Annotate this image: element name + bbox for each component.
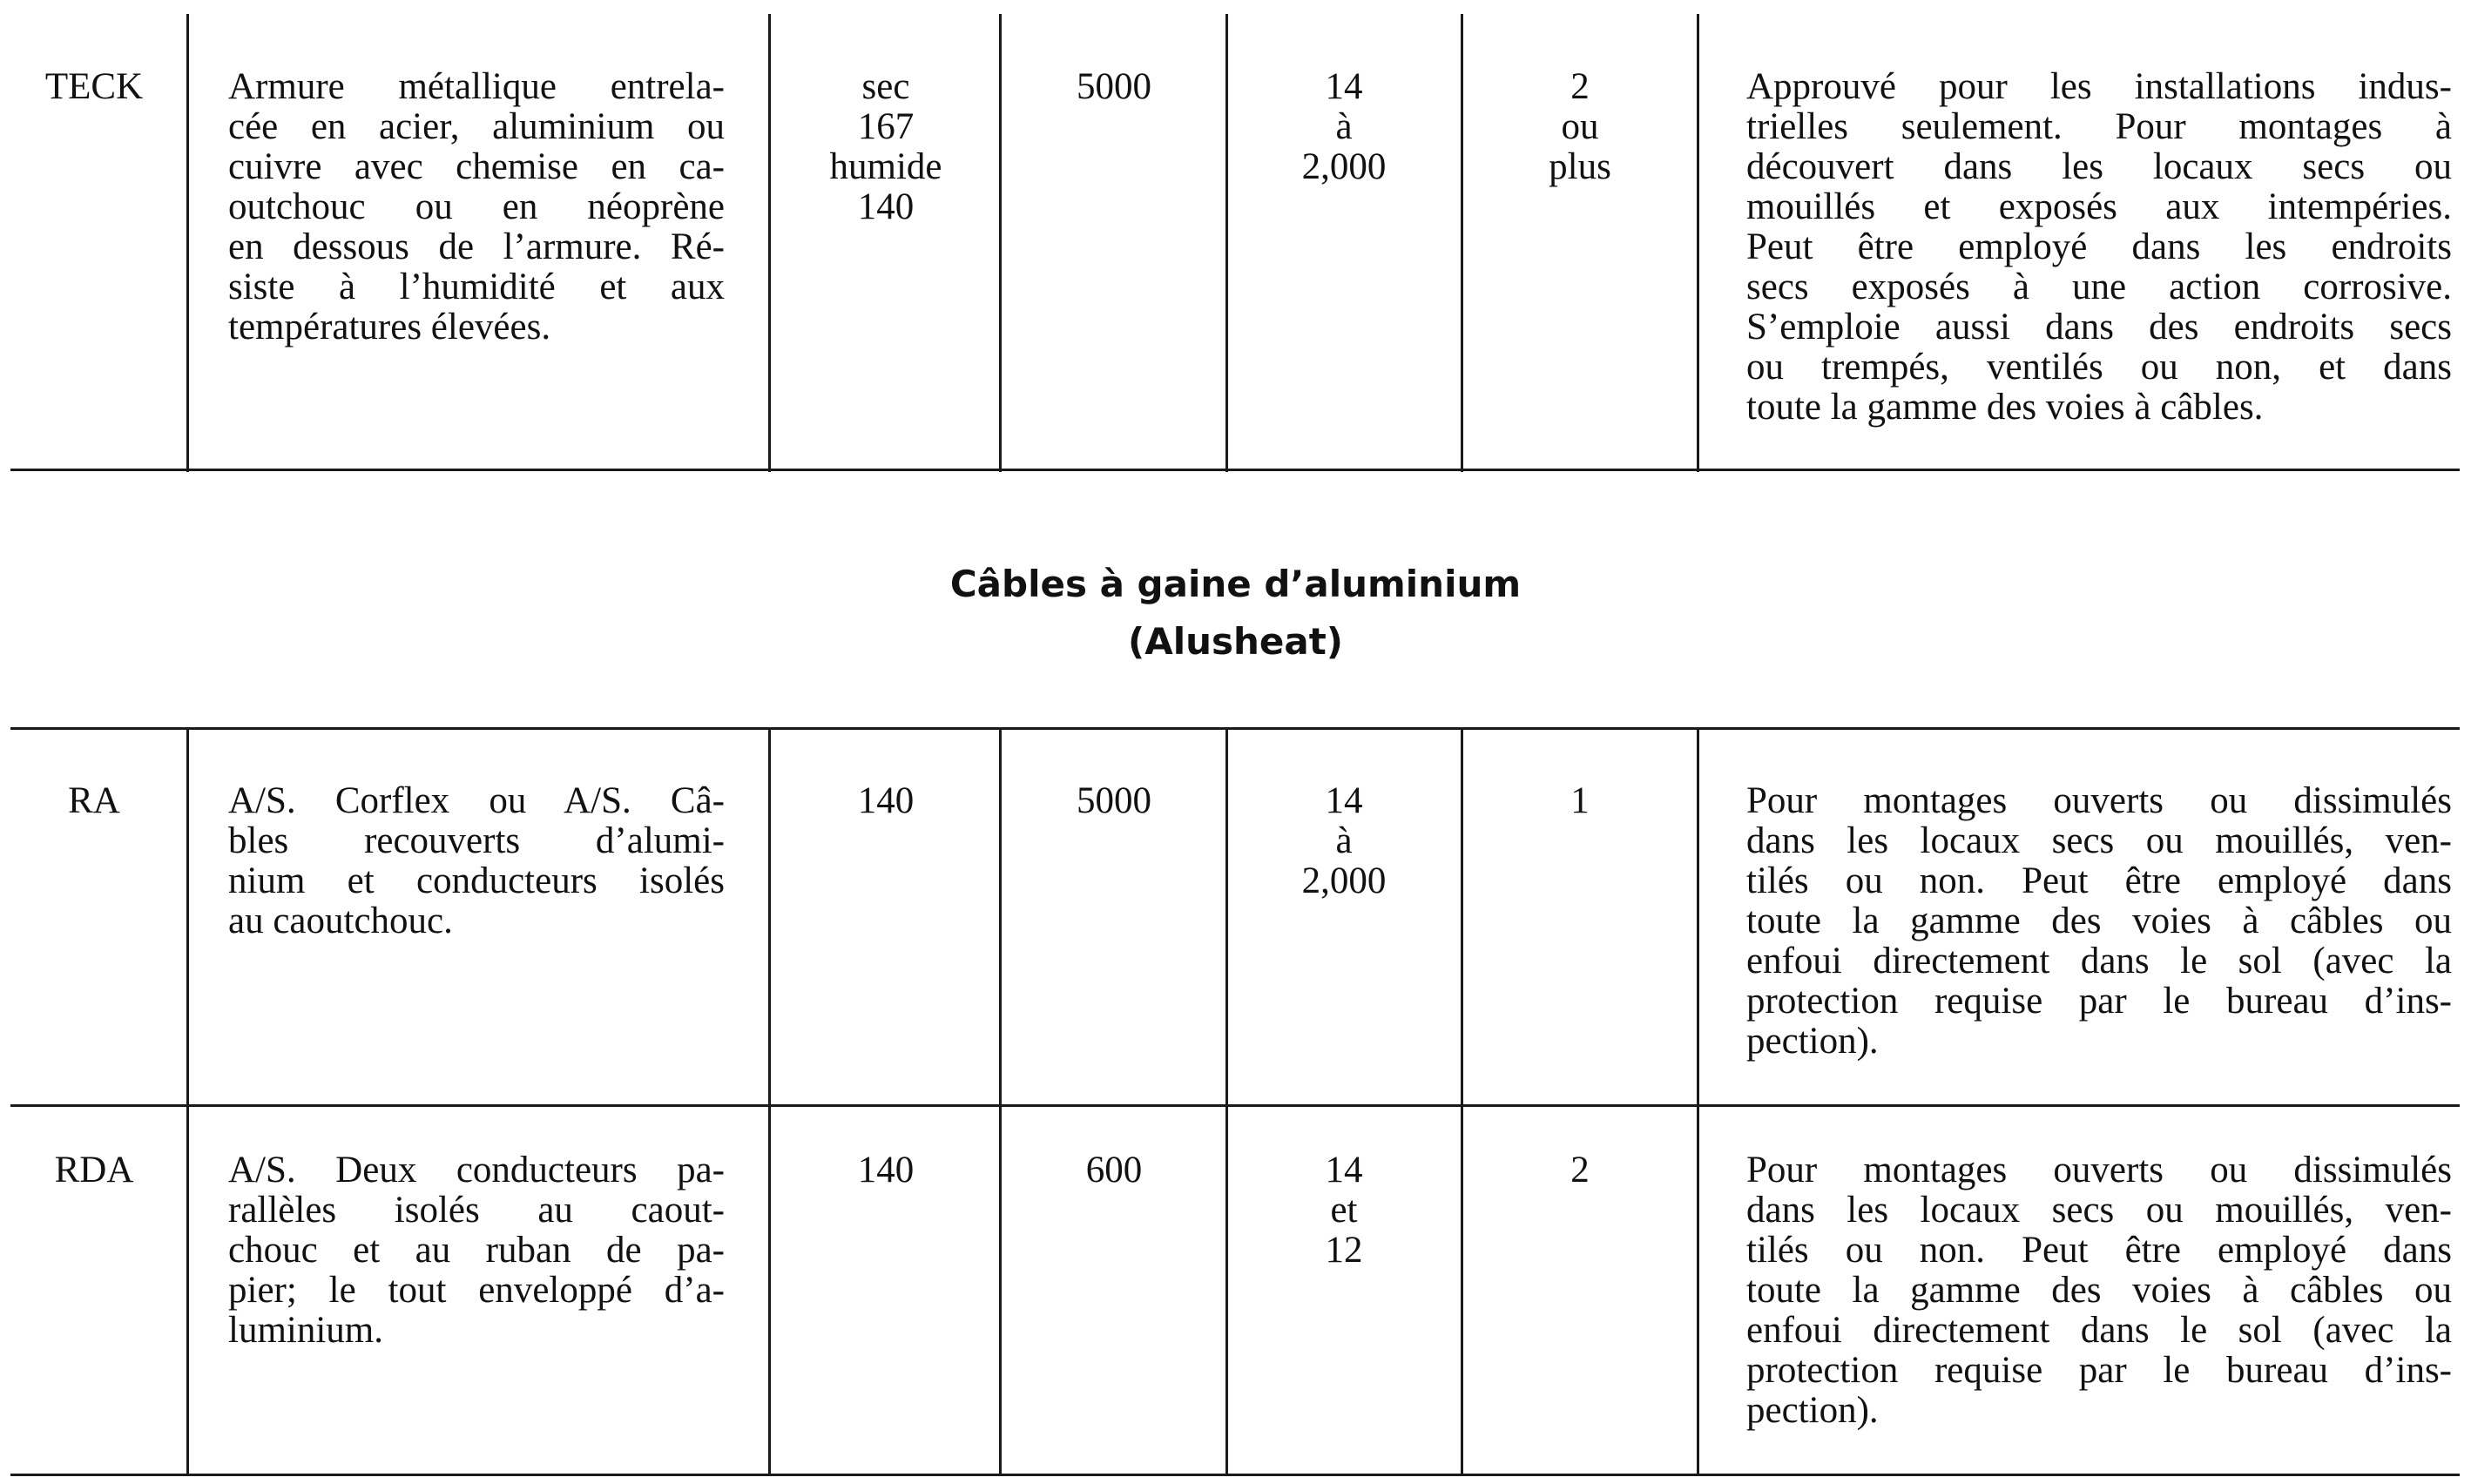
row-divider — [10, 1104, 2460, 1107]
text-line: luminium. — [228, 1310, 383, 1351]
text-line: 140 — [857, 186, 915, 227]
text-line: protection requise par le bureau d’ins- — [1746, 981, 2452, 1022]
text-line: rallèles isolés au caout- — [228, 1190, 725, 1231]
temperature-rating — [771, 1150, 1001, 1191]
text-line: chouc et au ruban de pa- — [228, 1230, 725, 1271]
text-line: A/S. Deux conducteurs pa- — [228, 1150, 725, 1191]
text-line: protection requise par le bureau d’ins- — [1746, 1350, 2452, 1391]
column-divider — [1461, 727, 1463, 1476]
voltage-rating — [1001, 781, 1227, 821]
text-line: cuivre avec chemise en ca- — [228, 146, 725, 187]
text-line: A/S. Corflex ou A/S. Câ- — [228, 780, 725, 821]
text-line: dans les locaux secs ou mouillés, ven- — [1746, 820, 2452, 861]
text-line: outchouc ou en néoprène — [228, 186, 725, 227]
text-line: Armure métallique entrela- — [228, 66, 725, 107]
text-line: dans les locaux secs ou mouillés, ven- — [1746, 1190, 2452, 1231]
usage-notes — [1746, 67, 2452, 428]
text-line: mouillés et exposés aux intempéries. — [1746, 186, 2452, 227]
text-line: au caoutchouc. — [228, 901, 453, 941]
conductor-count — [1463, 1150, 1697, 1191]
conductor-sizes — [1227, 67, 1461, 187]
column-divider — [1697, 727, 1699, 1476]
text-line: Approuvé pour les installations indus- — [1746, 66, 2452, 107]
text-line: 167 — [857, 106, 915, 147]
voltage-rating — [1001, 67, 1227, 107]
usage-notes — [1746, 1150, 2452, 1431]
conductor-sizes — [1227, 781, 1461, 901]
cable-description — [228, 1150, 725, 1351]
text-line: S’emploie aussi dans des endroits secs — [1746, 307, 2452, 347]
text-line: enfoui directement dans le sol (avec la — [1746, 941, 2452, 981]
text-line: 2,000 — [1301, 146, 1387, 187]
text-line: 2 — [1570, 66, 1590, 107]
text-line: bles recouverts d’alumi- — [228, 820, 725, 861]
text-line: pection). — [1746, 1021, 1879, 1062]
text-line: plus — [1549, 146, 1611, 187]
column-divider — [1697, 14, 1699, 472]
cable-code: TECK — [44, 66, 144, 107]
text-line: en dessous de l’armure. Ré- — [228, 226, 725, 267]
text-line: toute la gamme des voies à câbles ou — [1746, 1270, 2452, 1311]
text-line: et — [1330, 1190, 1358, 1231]
text-line: tilés ou non. Peut être employé dans — [1746, 1230, 2452, 1271]
section-title-line: (Alusheat) — [1128, 620, 1343, 663]
text-line: 14 — [1325, 1150, 1363, 1191]
text-line: humide — [829, 146, 942, 187]
text-line: toute la gamme des voies à câbles. — [1746, 387, 2264, 428]
conductor-count — [1463, 67, 1697, 187]
text-line: sec — [861, 66, 910, 107]
text-line: 140 — [857, 1150, 915, 1191]
text-line: cée en acier, aluminium ou — [228, 106, 725, 147]
text-line: températures élevées. — [228, 307, 551, 347]
section-title — [0, 556, 2471, 671]
cable-code: RDA — [54, 1150, 134, 1191]
text-line: 600 — [1085, 1150, 1143, 1191]
usage-notes — [1746, 781, 2452, 1062]
cable-code: RA — [68, 780, 120, 821]
section-title-line: Câbles à gaine d’aluminium — [949, 563, 1522, 605]
text-line: Pour montages ouverts ou dissimulés — [1746, 1150, 2452, 1191]
text-line: Peut être employé dans les endroits — [1746, 226, 2452, 267]
text-line: toute la gamme des voies à câbles ou — [1746, 901, 2452, 941]
text-line: 2,000 — [1301, 860, 1387, 901]
text-line: 1 — [1570, 780, 1590, 821]
row-divider — [10, 469, 2460, 471]
text-line: Pour montages ouverts ou dissimulés — [1746, 780, 2452, 821]
column-divider — [768, 727, 771, 1476]
text-line: 140 — [857, 780, 915, 821]
voltage-rating — [1001, 1150, 1227, 1191]
temperature-rating — [771, 67, 1001, 227]
text-line: 5000 — [1077, 780, 1151, 821]
text-line: 5000 — [1077, 66, 1151, 107]
text-line: découvert dans les locaux secs ou — [1746, 146, 2452, 187]
column-divider — [186, 727, 189, 1476]
conductor-count — [1463, 781, 1697, 821]
text-line: enfoui directement dans le sol (avec la — [1746, 1310, 2452, 1351]
column-divider — [999, 727, 1002, 1476]
cable-description — [228, 781, 725, 941]
text-line: tilés ou non. Peut être employé dans — [1746, 860, 2452, 901]
text-line: siste à l’humidité et aux — [228, 266, 725, 307]
cable-description — [228, 67, 725, 347]
text-line: 14 — [1325, 780, 1363, 821]
row-divider — [10, 727, 2460, 730]
text-line: 12 — [1325, 1230, 1363, 1271]
row-divider — [10, 1474, 2460, 1476]
temperature-rating — [771, 781, 1001, 821]
text-line: nium et conducteurs isolés — [228, 860, 725, 901]
text-line: 2 — [1570, 1150, 1590, 1191]
text-line: trielles seulement. Pour montages à — [1746, 106, 2452, 147]
text-line: pier; le tout enveloppé d’a- — [228, 1270, 725, 1311]
text-line: ou — [1561, 106, 1599, 147]
text-line: à — [1335, 820, 1353, 861]
text-line: à — [1335, 106, 1353, 147]
text-line: secs exposés à une action corrosive. — [1746, 266, 2452, 307]
text-line: 14 — [1325, 66, 1363, 107]
text-line: ou trempés, ventilés ou non, et dans — [1746, 347, 2452, 388]
text-line: pection). — [1746, 1390, 1879, 1431]
conductor-sizes — [1227, 1150, 1461, 1271]
